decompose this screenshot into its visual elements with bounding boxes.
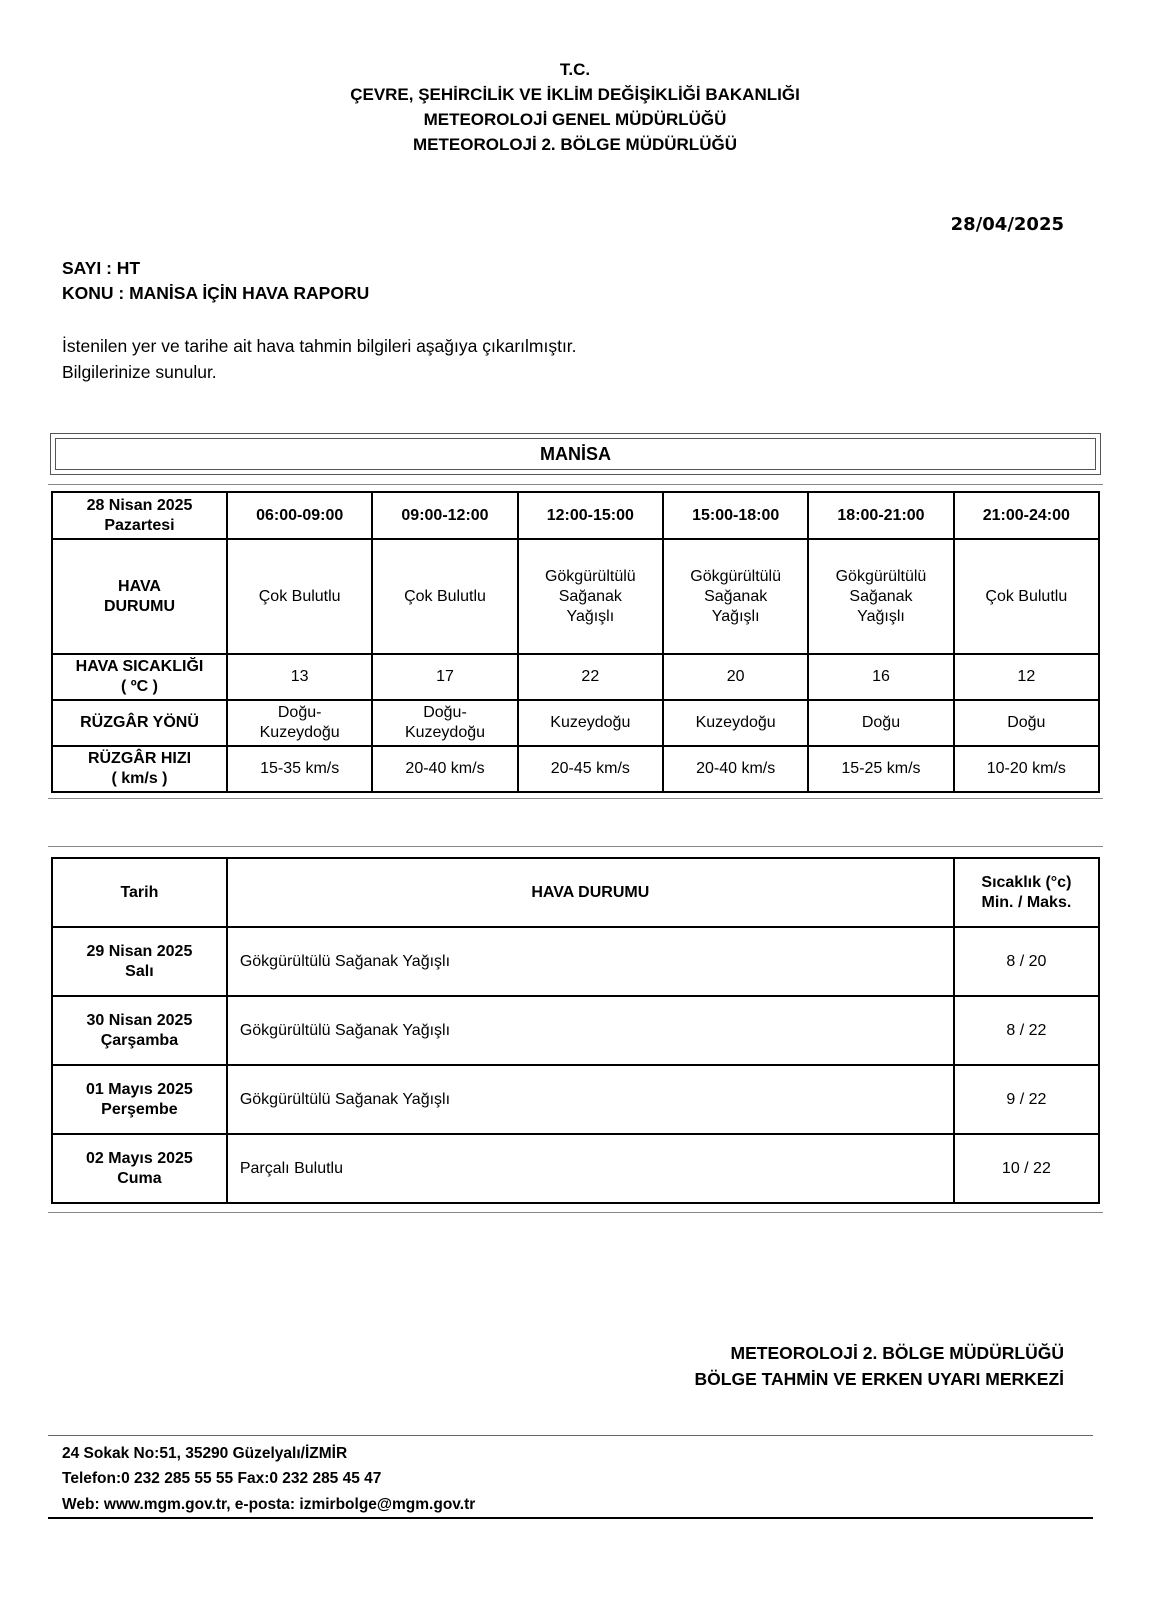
wind-speed-cell: 20-40 km/s — [372, 746, 517, 792]
forecast-day-cell — [52, 492, 227, 539]
footer-bottom-rule — [48, 1517, 1093, 1519]
wind-direction-cell: Doğu — [808, 700, 953, 746]
daily-date: 02 Mayıs 2025 — [86, 1149, 193, 1167]
table-bottom-rule — [48, 1212, 1103, 1213]
wind-speed-cell: 10-20 km/s — [954, 746, 1099, 792]
weather-column-header: HAVA DURUMU — [227, 858, 954, 927]
temperature-cell: 16 — [808, 654, 953, 700]
time-slot-header: 09:00-12:00 — [372, 492, 517, 539]
wind-speed-label-line: ( km/s ) — [111, 770, 168, 787]
weather-row-label — [52, 539, 227, 654]
daily-weather-cell: Gökgürültülü Sağanak Yağışlı — [227, 927, 954, 996]
daily-day: Salı — [125, 962, 154, 980]
table-row — [52, 1065, 1099, 1134]
wind-direction-text: Doğu- — [277, 704, 322, 721]
time-slot-header: 18:00-21:00 — [808, 492, 953, 539]
weather-cell — [808, 539, 953, 654]
wind-speed-cell: 20-40 km/s — [663, 746, 808, 792]
table-row — [52, 1134, 1099, 1203]
wind-direction-row-label: RÜZGÂR YÖNÜ — [52, 700, 227, 746]
weather-text: Çok Bulutlu — [258, 587, 341, 605]
daily-day: Perşembe — [101, 1100, 178, 1118]
weather-text: Çok Bulutlu — [985, 587, 1068, 605]
daily-header-row — [52, 858, 1099, 927]
forecast-day-date: 28 Nisan 2025 — [86, 496, 193, 514]
document-date: 28/04/2025 — [950, 214, 1064, 235]
time-slot-header: 12:00-15:00 — [518, 492, 663, 539]
daily-temp-cell: 10 / 22 — [954, 1134, 1099, 1203]
weather-text: Gökgürültülü — [690, 567, 781, 585]
footer-phone: Telefon:0 232 285 55 55 Fax:0 232 285 45 47 — [62, 1470, 382, 1487]
weather-text: Gökgürültülü — [835, 567, 927, 585]
wind-direction-row — [52, 700, 1099, 746]
wind-speed-row — [52, 746, 1099, 792]
daily-temp-cell: 9 / 22 — [954, 1065, 1099, 1134]
wind-speed-row-label — [52, 746, 227, 792]
weather-label-line: HAVA — [118, 577, 161, 595]
weather-text: Sağanak — [558, 587, 622, 605]
wind-direction-text: Doğu- — [423, 704, 467, 721]
table-bottom-rule — [48, 798, 1103, 799]
wind-speed-cell: 20-45 km/s — [518, 746, 663, 792]
weather-cell — [227, 539, 372, 654]
daily-day: Cuma — [117, 1169, 162, 1187]
header-tc: T.C. — [559, 60, 591, 79]
wind-direction-cell — [227, 700, 372, 746]
header-general-directorate: METEOROLOJİ GENEL MÜDÜRLÜĞÜ — [423, 110, 727, 129]
table-top-rule — [48, 846, 1103, 847]
time-slot-header: 15:00-18:00 — [663, 492, 808, 539]
weather-cell — [518, 539, 663, 654]
wind-speed-label-line: RÜZGÂR HIZI — [87, 750, 192, 767]
intro-line-2: Bilgilerinize sunulur. — [62, 362, 217, 382]
footer-top-rule — [48, 1435, 1093, 1436]
header-regional-directorate: METEOROLOJİ 2. BÖLGE MÜDÜRLÜĞÜ — [413, 135, 737, 154]
header-ministry: ÇEVRE, ŞEHİRCİLİK VE İKLİM DEĞİŞİKLİĞİ BAKANLIĞI — [350, 85, 800, 104]
daily-date-cell — [52, 927, 227, 996]
daily-date-cell — [52, 1065, 227, 1134]
daily-date-cell — [52, 996, 227, 1065]
weather-cell — [954, 539, 1099, 654]
table-row — [52, 927, 1099, 996]
weather-text: Sağanak — [849, 587, 913, 605]
weather-text: Çok Bulutlu — [404, 587, 486, 605]
intro-line-1: İstenilen yer ve tarihe ait hava tahmin bilgileri aşağıya çıkarılmıştır. — [62, 336, 577, 356]
signature-center: BÖLGE TAHMİN VE ERKEN UYARI MERKEZİ — [694, 1369, 1064, 1389]
footer-web: Web: www.mgm.gov.tr, e-posta: izmirbolge@mgm.gov.tr — [62, 1496, 476, 1513]
weather-text: Gökgürültülü — [544, 567, 636, 585]
weather-label-line: DURUMU — [103, 597, 176, 615]
wind-speed-cell: 15-25 km/s — [808, 746, 953, 792]
weather-text: Yağışlı — [711, 607, 760, 625]
time-slot-header: 06:00-09:00 — [227, 492, 372, 539]
wind-direction-text: Kuzeydoğu — [404, 724, 486, 741]
document-subject: KONU : MANİSA İÇİN HAVA RAPORU — [62, 283, 370, 303]
temperature-column-header — [954, 858, 1099, 927]
temperature-header-line: Sıcaklık (°c) — [981, 873, 1072, 891]
city-title: MANİSA — [55, 438, 1096, 470]
time-slot-header: 21:00-24:00 — [954, 492, 1099, 539]
temperature-row-label — [52, 654, 227, 700]
daily-temp-cell: 8 / 22 — [954, 996, 1099, 1065]
weather-text: Yağışlı — [857, 607, 905, 625]
temperature-header-line: Min. / Maks. — [981, 893, 1072, 911]
hourly-header-row — [52, 492, 1099, 539]
weather-cell — [663, 539, 808, 654]
weather-text: Sağanak — [704, 587, 768, 605]
daily-date: 30 Nisan 2025 — [86, 1011, 193, 1029]
footer-address: 24 Sokak No:51, 35290 Güzelyalı/İZMİR — [62, 1445, 348, 1462]
date-column-header: Tarih — [52, 858, 227, 927]
hourly-forecast-table — [51, 491, 1100, 793]
temperature-cell: 22 — [518, 654, 663, 700]
temperature-cell: 17 — [372, 654, 517, 700]
daily-day: Çarşamba — [100, 1031, 179, 1049]
wind-direction-cell — [372, 700, 517, 746]
daily-date: 29 Nisan 2025 — [86, 942, 193, 960]
daily-forecast-table — [51, 857, 1100, 1204]
daily-weather-cell: Parçalı Bulutlu — [227, 1134, 954, 1203]
wind-direction-cell: Kuzeydoğu — [663, 700, 808, 746]
weather-row — [52, 539, 1099, 654]
daily-date: 01 Mayıs 2025 — [86, 1080, 193, 1098]
wind-direction-cell: Kuzeydoğu — [518, 700, 663, 746]
daily-weather-cell: Gökgürültülü Sağanak Yağışlı — [227, 996, 954, 1065]
weather-text: Yağışlı — [566, 607, 615, 625]
weather-cell — [372, 539, 517, 654]
wind-direction-cell: Doğu — [954, 700, 1099, 746]
daily-temp-cell: 8 / 20 — [954, 927, 1099, 996]
temperature-cell: 13 — [227, 654, 372, 700]
daily-date-cell — [52, 1134, 227, 1203]
table-row — [52, 996, 1099, 1065]
city-title-box — [50, 433, 1101, 475]
temperature-label-line: HAVA SICAKLIĞI — [75, 658, 204, 675]
table-top-rule — [48, 484, 1103, 485]
daily-weather-cell: Gökgürültülü Sağanak Yağışlı — [227, 1065, 954, 1134]
temperature-cell: 12 — [954, 654, 1099, 700]
temperature-cell: 20 — [663, 654, 808, 700]
temperature-label-line: ( ºC ) — [121, 678, 158, 695]
document-number: SAYI : HT — [62, 258, 141, 278]
forecast-day-name: Pazartesi — [104, 516, 175, 534]
temperature-row — [52, 654, 1099, 700]
wind-direction-text: Kuzeydoğu — [259, 724, 340, 741]
wind-speed-cell: 15-35 km/s — [227, 746, 372, 792]
signature-directorate: METEOROLOJİ 2. BÖLGE MÜDÜRLÜĞÜ — [730, 1343, 1064, 1363]
